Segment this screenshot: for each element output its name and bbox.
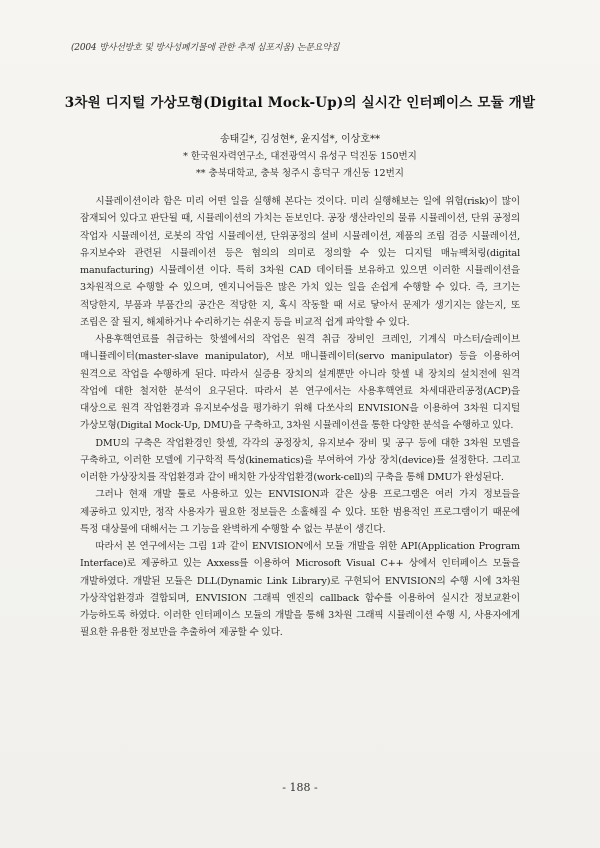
paper-title: 3차원 디지털 가상모형(Digital Mock-Up)의 실시간 인터페이스 모듈 개발 <box>64 95 536 111</box>
running-header: (2004 방사선방호 및 방사성폐기물에 관한 추계 심포지움) 논문요약집 <box>71 43 340 53</box>
affiliation-1: * 한국원자력연구소, 대전광역시 유성구 덕진동 150번지 <box>183 151 417 162</box>
author-list: 송태길*, 김성현*, 윤지섭*, 이상호** <box>220 134 380 145</box>
paragraph-1: 시뮬레이션이라 함은 미리 어떤 일을 실행해 본다는 것이다. 미리 실행해보는 일에 위험(risk)이 많이 잠재되어 있다고 판단될 때, 시뮬레이션의 가치는 돋보인다. 공장 생산라인의 물류 시뮬레이션, 단위 공정의 작업자 시뮬레이션, 로봇의 작업 시뮬레이션, 단위공정의 설비 시뮬레이션, 제품의 조립 검증 시뮬레이션, 유지보수와 관련된 시뮬레이션 등은 협의의 의미로 정의할 수 있는 디지털 매뉴팩처링(digital manufacturing) 시뮬레이션 이다. 특히 3차원 CAD 데이터를 보유하고 있으면 이러한 시뮬레이션을 3차원적으로 수행할 수 있으며, 엔지니어들은 많은 가치 있는 일을 손쉽게 수행할 수 있다. 즉, 크기는 적당한지, 부품과 부품간의 공간은 적당한 지, 혹시 작동할 때 서로 닿아서 문제가 생기지는 않는지, 또 조립은 잘 될지, 해체하거나 수리하기는 쉬운지 등을 비교적 쉽게 파악할 수 있다. <box>80 196 520 328</box>
paragraph-3: DMU의 구축은 작업환경인 핫셀, 각각의 공정장치, 유지보수 장비 및 공구 등에 대한 3차원 모델을 구축하고, 이러한 모델에 기구학적 특성(kinematics)을 부여하여 가상 장치(device)를 설정한다. 그리고 이러한 가상장치를 작업환경과 같이 배치한 가상작업환경(work-cell)의 구축을 통해 DMU가 완성된다. <box>80 437 520 483</box>
paragraph-2: 사용후핵연료를 취급하는 핫셀에서의 작업은 원격 취급 장비인 크레인, 기계식 마스터/슬레이브 매니퓰레이터(master-slave manipulator), 서보 매니퓰레이터(servo manipulator) 등을 이용하여 원격으로 작업을 수행하게 된다. 따라서 실증용 장치의 설계뿐만 아니라 핫셀 내 장치의 설치전에 원격 작업에 대한 철저한 분석이 요구된다. 따라서 본 연구에서는 사용후핵연료 차세대관리공정(ACP)을 대상으로 원격 작업환경과 유지보수성을 평가하기 위해 다쏘사의 ENVISION을 이용하여 3차원 디지털 가상모형(Digital Mock-Up, DMU)을 구축하고, 3차원 시뮬레이션을 통한 다양한 분석을 수행하고 있다. <box>80 334 520 432</box>
paragraph-4: 그러나 현재 개발 툴로 사용하고 있는 ENVISION과 같은 상용 프로그램은 여러 가지 정보들을 제공하고 있지만, 정작 사용자가 필요한 정보들은 소홀해질 수 있다. 또한 범용적인 프로그램이기 때문에 특정 대상물에 대해서는 그 기능을 완벽하게 수행할 수 없는 부분이 생긴다. <box>80 489 520 535</box>
page-number: - 188 - <box>282 781 318 794</box>
abstract-body <box>80 193 520 642</box>
affiliation-2: ** 충북대학교, 충북 청주시 흥덕구 개신동 12번지 <box>196 168 404 179</box>
paragraph-5: 따라서 본 연구에서는 그림 1과 같이 ENVISION에서 모듈 개발을 위한 API(Application Program Interface)로 제공하고 있는 Axxess를 이용하여 Microsoft Visual C++ 상에서 인터페이스 모듈을 개발하였다. 개발된 모듈은 DLL(Dynamic Link Library)로 구현되어 ENVISION의 수행 시에 3차원 가상작업환경과 결합되며, ENVISION 그래픽 엔진의 callback 함수를 이용하여 실시간 정보교환이 가능하도록 하였다. 이러한 인터페이스 모듈의 개발을 통해 3차원 그래픽 시뮬레이션 수행 시, 사용자에게 필요한 유용한 정보만을 추출하여 제공할 수 있다. <box>80 541 520 639</box>
